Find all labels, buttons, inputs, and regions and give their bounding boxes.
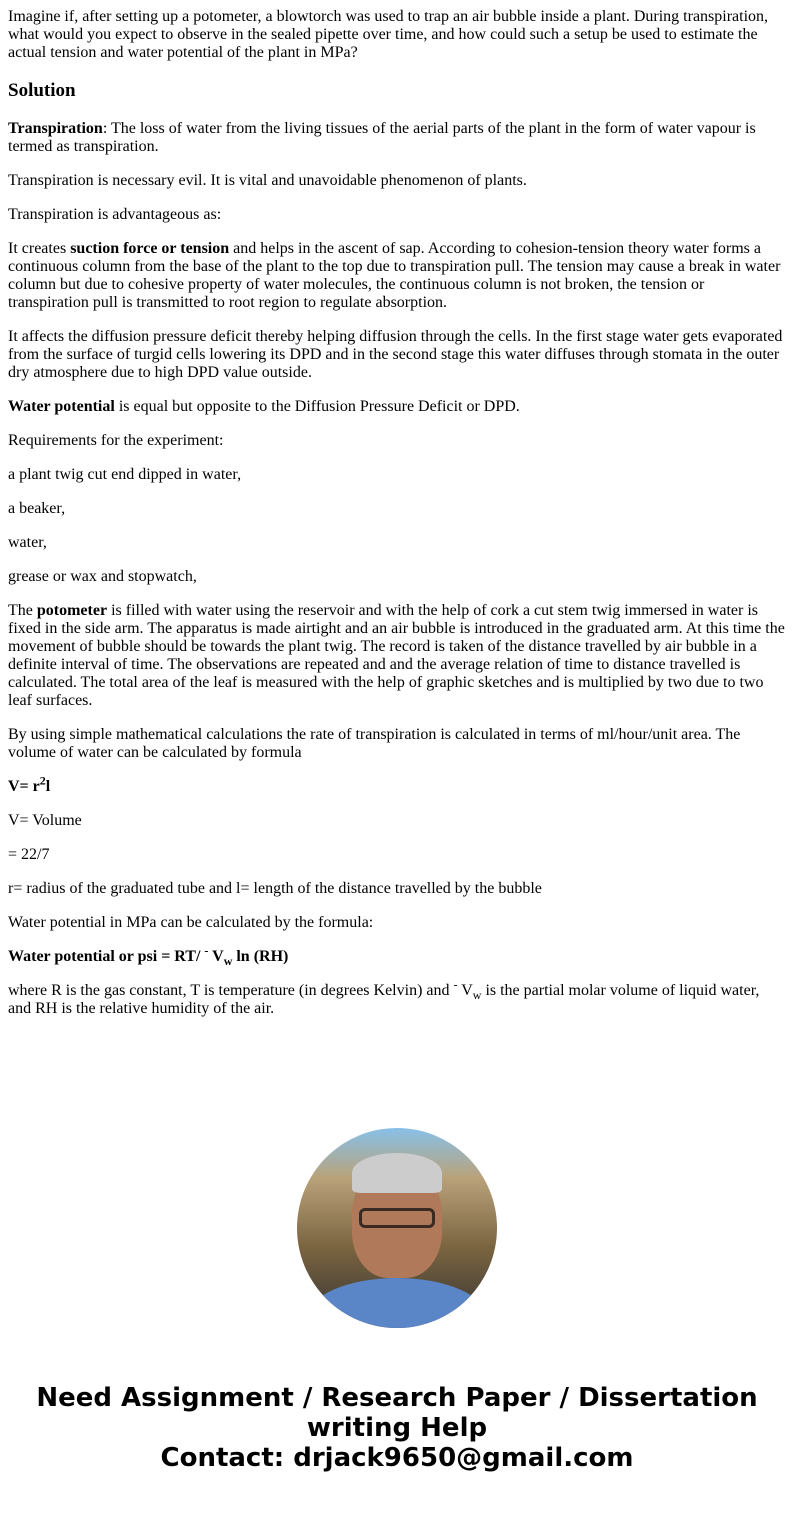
paragraph: Water potential is equal but opposite to the Diffusion Pressure Deficit or DPD. (8, 398, 520, 415)
requirement-item: a beaker, (8, 500, 66, 517)
contact-email: Contact: drjack9650@gmail.com (160, 1443, 634, 1473)
paragraph: V= Volume (8, 812, 82, 829)
requirement-item: grease or wax and stopwatch, (8, 568, 197, 585)
solution-heading: Solution (8, 80, 76, 101)
volume-formula: $V= r^2l$ (8, 773, 51, 795)
paragraph: It affects the diffusion pressure deficit thereby helping diffusion through the cells. In the first stage water gets evaporated from the surface of turgid cells lowering its DPD and in the second stage this water diffuses through stomata in the outer dry atmosphere due to high DPD value outside. (8, 328, 783, 381)
water-potential-formula: Water potential or psi = RT/ - $V_w$ ln (RH) (8, 943, 289, 969)
paragraph: Water potential in MPa can be calculated by the formula: (8, 914, 374, 931)
paragraph: Transpiration is necessary evil. It is vital and unavoidable phenomenon of plants. (8, 172, 527, 189)
requirement-item: water, (8, 534, 47, 551)
paragraph: where R is the gas constant, T is temperature (in degrees Kelvin) and - $V_w$ is the partial molar volume of liquid water, and RH is the relative humidity of the air. (8, 977, 760, 1017)
question: Imagine if, after setting up a potometer, a blowtorch was used to trap an air bubble inside a plant. During transpiration, what would you expect to observe in the sealed pipette over time, and how could such a setup be used to estimate the actual tension and water potential of the plant in MPa? (8, 8, 769, 61)
paragraph: Transpiration is advantageous as: (8, 206, 222, 223)
requirement-item: a plant twig cut end dipped in water, (8, 466, 242, 483)
paragraph: = 22/7 (8, 846, 50, 863)
paragraph: By using simple mathematical calculations the rate of transpiration is calculated in terms of ml/hour/unit area. The volume of water can be calculated by formula (8, 726, 741, 761)
help-text: Need Assignment / Research Paper / Dissertation writing Help (36, 1383, 758, 1443)
definition-paragraph: Transpiration: The loss of water from the living tissues of the aerial parts of the plant in the form of water vapour is termed as transpiration. (8, 120, 756, 155)
paragraph: Requirements for the experiment: (8, 432, 224, 449)
paragraph: r= radius of the graduated tube and l= length of the distance travelled by the bubble (8, 880, 542, 897)
contact-banner (8, 1383, 786, 1473)
paragraph: The potometer is filled with water using the reservoir and with the help of cork a cut stem twig immersed in water is fixed in the side arm. The apparatus is made airtight and an air bubble is introduced in the graduated arm. At this time the movement of bubble should be towards the plant twig. The record is taken of the distance travelled by air bubble in a definite interval of time. The observations are repeated and and the average relation of time to distance travelled is calculated. The total area of the leaf is measured with the help of graphic sketches and is multiplied by two due to two leaf surfaces. (8, 602, 785, 709)
author-avatar (297, 1128, 497, 1328)
paragraph: It creates suction force or tension and helps in the ascent of sap. According to cohesion-tension theory water forms a continuous column from the base of the plant to the top due to transpiration pull. The tension may cause a break in water column but due to cohesive property of water molecules, the continuous column is not broken, the tension or transpiration pull is transmitted to root region to regulate absorption. (8, 240, 781, 311)
author-avatar-container (8, 1128, 786, 1333)
